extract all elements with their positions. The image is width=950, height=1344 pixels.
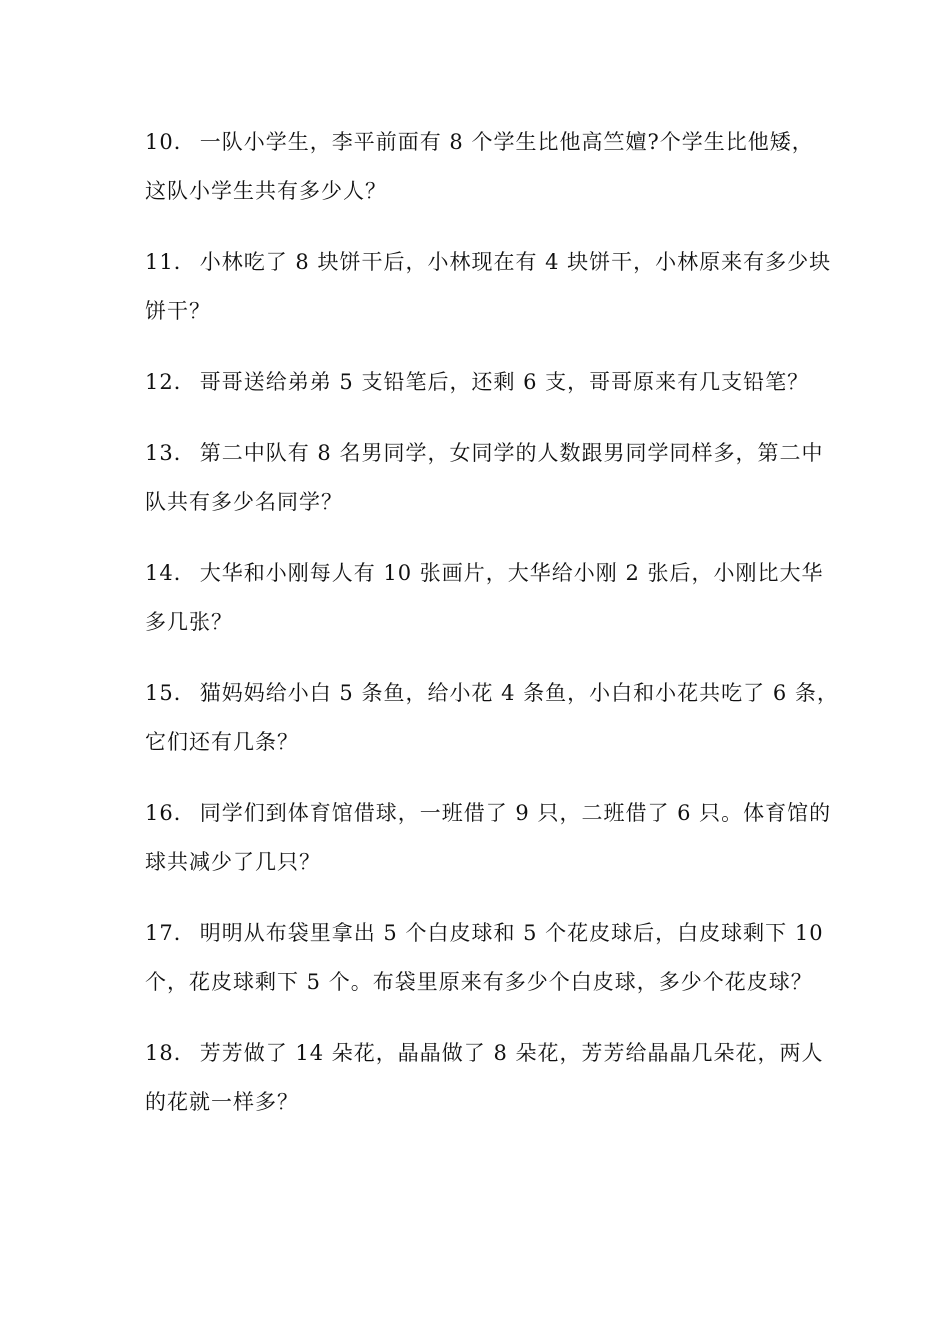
- problem-11: [145, 238, 832, 336]
- problem-number: 10．: [145, 130, 196, 154]
- problem-17: [145, 909, 824, 1007]
- problem-text: 大华和小刚每人有 10 张画片，大华给小刚 2 张后，小刚比大华: [199, 561, 824, 585]
- problem-line: [145, 789, 832, 838]
- problem-number: 11．: [145, 250, 196, 274]
- problem-line: [145, 669, 839, 718]
- problem-number: 13．: [145, 441, 196, 465]
- problem-line: [145, 238, 832, 287]
- problem-text: 明明从布袋里拿出 5 个白皮球和 5 个花皮球后，白皮球剩下 10: [199, 921, 824, 945]
- problem-line: 个，花皮球剩下 5 个。布袋里原来有多少个白皮球，多少个花皮球？: [145, 970, 813, 994]
- problem-text: 第二中队有 8 名男同学，女同学的人数跟男同学同样多，第二中: [199, 441, 824, 465]
- problem-number: 16．: [145, 801, 196, 825]
- problem-line: 队共有多少名同学？: [145, 490, 343, 514]
- problem-text: 芳芳做了 14 朵花，晶晶做了 8 朵花，芳芳给晶晶几朵花，两人: [199, 1041, 824, 1065]
- problem-text: 猫妈妈给小白 5 条鱼，给小花 4 条鱼，小白和小花共吃了 6 条，: [199, 681, 839, 705]
- problem-line: [145, 118, 815, 167]
- problem-line: 饼干？: [145, 299, 211, 323]
- problem-text: 一队小学生，李平前面有 8 个学生比他高竺嬗?个学生比他矮，: [199, 130, 814, 154]
- problem-10: [145, 118, 815, 216]
- problem-13: [145, 429, 824, 527]
- problem-text: 哥哥送给弟弟 5 支铅笔后，还剩 6 支，哥哥原来有几支铅笔？: [199, 370, 810, 394]
- problem-line: [145, 549, 824, 598]
- problem-number: 17．: [145, 921, 196, 945]
- problem-number: 12．: [145, 370, 196, 394]
- problem-16: [145, 789, 832, 887]
- problem-line: 这队小学生共有多少人？: [145, 179, 387, 203]
- problem-text: 小林吃了 8 块饼干后，小林现在有 4 块饼干，小林原来有多少块: [199, 250, 832, 274]
- problem-line: [145, 358, 815, 407]
- problem-text: 同学们到体育馆借球，一班借了 9 只，二班借了 6 只。体育馆的: [199, 801, 832, 825]
- problem-number: 15．: [145, 681, 196, 705]
- problem-14: [145, 549, 824, 647]
- problem-line: [145, 429, 824, 478]
- problem-line: 球共减少了几只？: [145, 850, 321, 874]
- problem-18: [145, 1029, 824, 1127]
- problem-15: [145, 669, 839, 767]
- problem-line: [145, 1029, 824, 1078]
- problem-12: [145, 358, 815, 407]
- problem-number: 18．: [145, 1041, 196, 1065]
- problem-line: 的花就一样多？: [145, 1090, 299, 1114]
- problem-line: [145, 909, 824, 958]
- problem-line: 它们还有几条？: [145, 730, 299, 754]
- problem-number: 14．: [145, 561, 196, 585]
- problem-list: [145, 118, 839, 1149]
- problem-line: 多几张？: [145, 610, 233, 634]
